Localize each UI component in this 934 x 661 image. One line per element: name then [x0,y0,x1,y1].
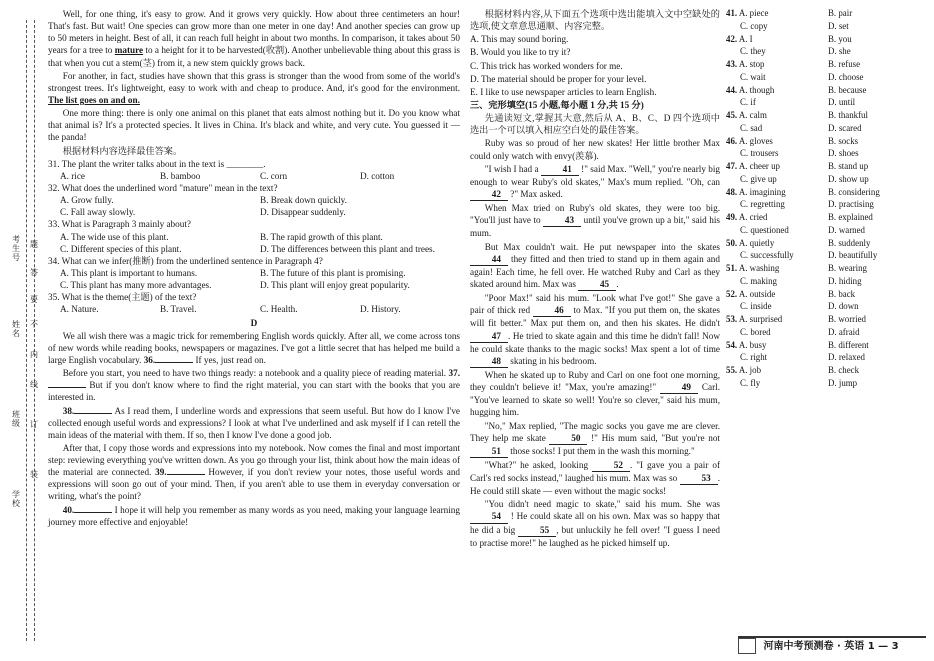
cloze-blank-51[interactable]: 51 [470,445,508,458]
cloze-blank-42[interactable]: 42 [470,188,508,201]
page-footer [738,636,926,656]
middle-column [470,8,720,550]
option[interactable]: B. worried [828,314,866,324]
cloze-text: . [616,278,619,289]
question-number: 41. [726,8,738,18]
binding-margin [0,0,42,661]
option[interactable]: D. beautifully [828,250,878,261]
cloze-text: "Poor Max!" said his mum. "Look what I've got!" She gave a pair of thick red [470,293,720,316]
section-d-heading: D [250,317,258,328]
passage-c-paragraph: One more thing: there is only one animal on this planet that eats almost nothing but it. Do you know what that animal is? It's a protected species. It lives in China. It's black and white, and very cute. You guessed it — the panda! [48,108,460,143]
cloze-blank-43[interactable]: 43 [543,214,581,227]
option[interactable]: A. This plant is important to humans. [60,267,198,278]
option[interactable]: A. job [738,365,762,375]
option[interactable]: C. copy [740,20,768,31]
option-cell [726,148,828,160]
underlined-word: mature [114,45,144,56]
cloze-text: skating in his bedroom. [508,355,597,366]
option[interactable]: A. gloves [738,135,773,146]
option-cell [828,97,930,109]
option-cell [726,59,828,71]
option-cell [828,187,930,199]
question-number: 44. [726,84,738,95]
cloze-text: those socks! I put them in the wash this morning." [508,445,695,456]
option-cell [828,123,930,135]
cloze-blank-52[interactable]: 52 [592,459,630,472]
option[interactable]: C. inside [740,301,772,312]
blank-36[interactable] [155,362,193,363]
option[interactable]: D. warned [828,224,865,235]
question-number: 51. [726,263,738,273]
option[interactable]: D. relaxed [828,352,865,363]
option[interactable]: D. scared [828,122,862,133]
binding-char: 不 [29,320,39,329]
option[interactable]: D. History. [360,304,401,315]
option-cell [828,161,930,173]
option[interactable]: B. check [828,365,860,375]
option[interactable]: B. pair [828,8,853,18]
passage-d-paragraph: 38. As I read them, I underline words and expressions that seem useful. But how do I know I've collected enough useful words and expressions? I look at what I've underlined and ask myself if I can retell the main ideas of the material with them. If so, then I know I've done a good job. [48,405,460,440]
options-34 [48,267,460,291]
option[interactable]: B. explained [828,212,873,222]
cloze-blank-44[interactable]: 44 [470,253,508,266]
cloze-text: "You didn't need magic to skate," said his mum. She was [484,499,720,510]
option[interactable]: C. questioned [740,224,789,235]
cloze-text: to Max. "If you put them on, the skates will fit better." Max put them on, and then his skates. He didn't [470,305,720,329]
binding-char: 内 [29,350,39,359]
option[interactable]: B. stand up [828,161,869,171]
instruction: 根据材料内容选择最佳答案。 [62,145,183,156]
option[interactable]: C. wait [740,71,766,82]
passage-c-paragraph: For another, in fact, studies have shown that this grass is stronger than the wood from some of the world's strongest trees. It's lightweight, easy to work with and cheap to produce. And, it's good for the environment. The list goes on and on. [48,70,460,105]
option-cell [726,161,828,173]
option-cell [726,187,828,199]
option[interactable]: B. refuse [828,59,861,69]
cloze-text: ?" Max asked. [508,188,563,199]
passage-d-paragraph: 40. I hope it will help you remember as many words as you need, making your language learning journey more effective and enjoyable! [48,504,460,527]
cloze-blank-45[interactable]: 45 [578,278,616,291]
options-35 [48,303,460,315]
choice-option: C. This trick has worked wonders for me. [470,60,623,71]
question-number: 53. [726,314,738,324]
option[interactable]: A. rice [60,170,85,181]
option[interactable]: C. Health. [260,304,298,315]
cloze-text: "I wish I had a [484,163,541,174]
question-32: 32. What does the underlined word "mature" mean in the text? [48,182,278,193]
option[interactable]: C. bored [740,326,771,337]
option[interactable]: B. different [828,339,869,350]
option[interactable]: D. hiding [828,275,862,286]
option[interactable]: D. The differences between this plant and trees. [260,243,435,254]
cloze-text: . He tried to skate again and this time he didn't fall! Now he could skate thanks to the magic socks! Max spent a lot of time [470,330,720,354]
option[interactable]: C. if [740,97,756,108]
cloze-text: they fitted and then tried to stand up in them again and again! Each time, he fell over. He watched Ruby and Carl as they skated around him. Max was [470,253,720,289]
left-column [48,8,460,529]
option-cell [828,110,930,122]
instruction: 根据材料内容,从下面五个选项中选出能填入文中空缺处的选项,使文章意思通顺、内容完整。 [470,9,720,32]
cloze-text: . He could still skate — even without the magic socks! [470,473,720,497]
option-cell [726,34,828,46]
cloze-paragraph [470,459,720,497]
question-number: 43. [726,59,738,69]
question-33: 33. What is Paragraph 3 mainly about? [48,219,191,230]
option[interactable]: C. Different species of this plant. [60,243,182,254]
option-cell [726,225,828,237]
option[interactable]: C. fly [740,377,761,388]
cloze-paragraph [470,498,720,549]
option-cell [828,136,930,148]
question-number: 52. [726,288,738,299]
option[interactable]: D. Disappear suddenly. [260,207,346,218]
option[interactable]: A. cried [738,212,768,222]
option-cell [726,123,828,135]
choice-option: B. Would you like to try it? [470,47,571,58]
option[interactable]: A. outside [738,288,776,299]
question-34: 34. What can we infer(推断) from the underlined sentence in Paragraph 4? [48,255,323,266]
blank-40[interactable] [74,512,112,513]
option[interactable]: D. cotton [360,170,395,181]
option[interactable]: C. right [740,352,768,363]
option[interactable]: B. thankful [828,110,868,120]
option[interactable]: B. considering [828,186,880,197]
option-cell [828,148,930,160]
cloze-text: until you've grown up a bit," said his mum. [470,215,720,239]
option-cell [828,212,930,224]
class-label: 班级 [11,410,21,428]
binding-char: 要 [29,295,39,304]
option-cell [828,8,930,20]
question-number: 46. [726,135,738,146]
option[interactable]: C. making [740,275,777,286]
option[interactable]: C. Fall away slowly. [60,207,136,218]
option-cell [828,72,930,84]
option[interactable]: C. sad [740,122,763,133]
cloze-blank-54[interactable]: 54 [470,510,508,523]
question-number: 47. [726,161,738,171]
option[interactable]: D. she [828,46,851,57]
question-number: 49. [726,212,738,222]
option-cell [726,8,828,20]
exam-number-label: 考生号 [11,235,21,262]
option[interactable]: A. quietly [738,237,775,248]
binding-char: 线 [29,380,39,389]
option-cell [828,199,930,211]
blank-37[interactable] [48,387,86,388]
option[interactable]: D. show up [828,173,869,184]
question-number: 54. [726,339,738,350]
cloze-text: But Max couldn't wait. He put newspaper into the skates [484,241,720,252]
option-cell [726,136,828,148]
option[interactable]: B. socks [828,135,859,146]
choice-option: A. This may sound boring. [470,34,569,45]
passage-c-paragraph: Well, for one thing, it's easy to grow. And it grows very quickly. How about three centimeters an hour! That's fast. But wait! One species can grow more than one meter in one day! And another species can grow up to 50 meters in height. Best of all, it can reach full height in about two months. In comparison, it takes about 50 years for a tree to mature to a height for it to be harvested(收割). Another unbelievable thing about this grass is that when you cut a stem(茎) from it, a new stem quickly grows back. [48,9,461,68]
option[interactable]: A. calm [738,110,767,120]
option-cell [726,46,828,58]
question-number: 48. [726,186,738,197]
option[interactable]: B. The future of this plant is promising. [260,267,406,278]
question-number: 42. [726,33,738,44]
cloze-paragraph [470,137,720,161]
options-33 [48,231,460,255]
cloze-blank-48[interactable]: 48 [470,355,508,368]
publisher-logo-icon [738,638,756,654]
option-cell [726,238,828,250]
cloze-paragraph [470,241,720,292]
option[interactable]: C. successfully [740,250,794,261]
binding-char: 订 [29,420,39,429]
option[interactable]: D. down [828,301,859,312]
options-31 [48,170,460,182]
option[interactable]: C. regretting [740,199,785,210]
cloze-paragraph [470,369,720,419]
blank-39[interactable] [167,474,205,475]
cloze-blank-49[interactable]: 49 [660,381,698,394]
cloze-blank-50[interactable]: 50 [549,432,587,445]
cloze-blank-46[interactable]: 46 [533,304,571,317]
option[interactable]: A. cheer up [738,161,780,171]
cloze-paragraph [470,292,720,368]
option[interactable]: B. Break down quickly. [260,195,347,206]
question-number: 55. [726,365,738,375]
option-cell [726,85,828,97]
footer-title: 河南中考预测卷 · 英语 1 — 3 [763,641,899,652]
option[interactable]: D. jump [828,377,858,388]
option[interactable]: A. surprised [738,314,783,324]
cloze-text: When he skated up to Ruby and Carl on one foot one morning, they couldn't believe it! "Max, you're amazing!" [470,369,720,393]
option[interactable]: A. busy [738,339,767,350]
section-3-heading: 三、完形填空(15 小题,每小题 1 分,共 15 分) [470,99,644,110]
option[interactable]: A. I [738,33,753,44]
cut-line [34,20,35,641]
option[interactable]: B. The rapid growth of this plant. [260,231,383,242]
cloze-text: , but unluckily he fell over! "I guess I need to practise more!" he laughed as he picked himself up. [470,524,720,548]
option[interactable]: A. piece [738,8,769,18]
option-cell [828,46,930,58]
passage-d-paragraph: Before you start, you need to have two things ready: a notebook and a quality piece of reading material. 37. But if you don't know where to find the right material, you can start with the books that you are interested in. [48,368,461,403]
option[interactable]: C. corn [260,170,288,181]
option-cell [828,85,930,97]
option-cell [726,174,828,186]
section-3-instruction: 先通读短文,掌握其大意,然后从 A、B、C、D 四个选项中选出一个可以填入相应空白处的最佳答案。 [470,113,720,136]
option[interactable]: A. though [738,84,775,95]
cloze-text: "No," Max replied, "The magic socks you gave me are clever. They help me skate [470,420,720,443]
cloze-text: Ruby was so proud of her new skates! Her little brother Max could only watch with envy(羡慕). [470,138,720,161]
option[interactable]: B. because [828,84,867,95]
question-number: 45. [726,110,738,120]
option[interactable]: D. This plant will enjoy great popularity. [260,280,410,291]
option[interactable]: D. afraid [828,326,860,337]
option[interactable]: D. shoes [828,148,859,159]
option[interactable]: B. Travel. [160,304,197,315]
option[interactable]: D. choose [828,71,864,82]
cloze-text: When Max tried on Ruby's old skates, they were too big. "You'll just have to [470,203,720,226]
binding-char: 答 [29,268,39,277]
cloze-text: "What?" he asked, looking [484,459,592,470]
passage-d-paragraph: We all wish there was a magic trick for remembering English words quickly. After all, we come across tons of new words while reading books, newspapers or magazines. I've got a little secret that has helped me build a large English vocabulary. 36. If yes, just read on. [48,330,460,365]
option[interactable]: A. Nature. [60,304,99,315]
option-cell [828,21,930,33]
cut-line [26,20,27,641]
option[interactable]: C. This plant has many more advantages. [60,280,212,291]
binding-char: 装 [29,470,39,479]
question-number: 50. [726,237,738,248]
option[interactable]: A. Grow fully. [60,195,114,206]
option[interactable]: C. give up [740,173,777,184]
option-cell [726,250,828,262]
question-35: 35. What is the theme(主题) of the text? [48,292,197,303]
option[interactable]: B. bamboo [160,170,201,181]
option[interactable]: B. suddenly [828,237,871,248]
cloze-blank-53[interactable]: 53 [680,472,718,485]
option[interactable]: A. The wide use of this plant. [60,231,169,242]
option[interactable]: B. you [828,33,852,44]
cloze-text: Carl. "You've learned to skate so well! You're so clever," said his mum, hugging him. [470,382,720,418]
option-cell [726,110,828,122]
cloze-passage [470,137,720,549]
option-cell [828,34,930,46]
option-cell [726,21,828,33]
option[interactable]: B. back [828,288,856,299]
option[interactable]: D. set [828,20,849,31]
option-cell [828,59,930,71]
name-label: 姓名 [11,320,21,338]
option-cell [726,199,828,211]
choice-option: D. The material should be proper for your level. [470,73,647,84]
option-cell [726,97,828,109]
blank-38[interactable] [74,413,112,414]
question-31: 31. The plant the writer talks about in the text is ________. [48,158,266,169]
binding-char: 题 [29,240,39,249]
passage-d-paragraph: After that, I copy those words and expressions into my notebook. Now comes the final and most important step: reviewing everything you've written down. As you go through your list, think about how the main ideas of the material are connected. 39. However, if you don't review your notes, those useful words and expressions will soon go out of your mind. Then, if you aren't able to use them in everyday conversation or writing, what's the point? [48,442,461,502]
cloze-paragraph [470,420,720,458]
choice-option: E. I like to use newspaper articles to learn English. [470,86,657,97]
option[interactable]: D. practising [828,199,874,210]
option-cell [726,72,828,84]
option-cell [726,212,828,224]
cloze-blank-55[interactable]: 55 [518,524,556,537]
options-32 [48,194,460,218]
option-cell [828,225,930,237]
option[interactable]: A. imagining [738,186,786,197]
cloze-text: !" said Max. "Well," you're nearly big enough to wear Ruby's old skates," Max's mum replied. "Oh, can [470,163,720,187]
cloze-paragraph [470,202,720,239]
option[interactable]: C. trousers [740,148,779,159]
underlined-sentence: The list goes on and on. [48,94,140,105]
option[interactable]: B. wearing [828,263,867,273]
cloze-text: . "I gave you a pair of Carl's red socks instead," laughed his mum. Max was so [470,459,721,484]
option[interactable]: A. stop [738,59,765,69]
option[interactable]: C. they [740,46,766,57]
cloze-blank-41[interactable]: 41 [541,163,579,176]
option[interactable]: D. until [828,97,856,108]
option-cell [828,174,930,186]
cloze-paragraph [470,163,720,201]
option[interactable]: A. washing [738,263,780,273]
cloze-text: ! He could skate all on his own. Max was so happy that he did a big [470,511,720,535]
cloze-text: !" His mum said, "But you're not [587,432,720,443]
school-label: 学校 [11,490,21,508]
cloze-blank-47[interactable]: 47 [470,330,508,343]
